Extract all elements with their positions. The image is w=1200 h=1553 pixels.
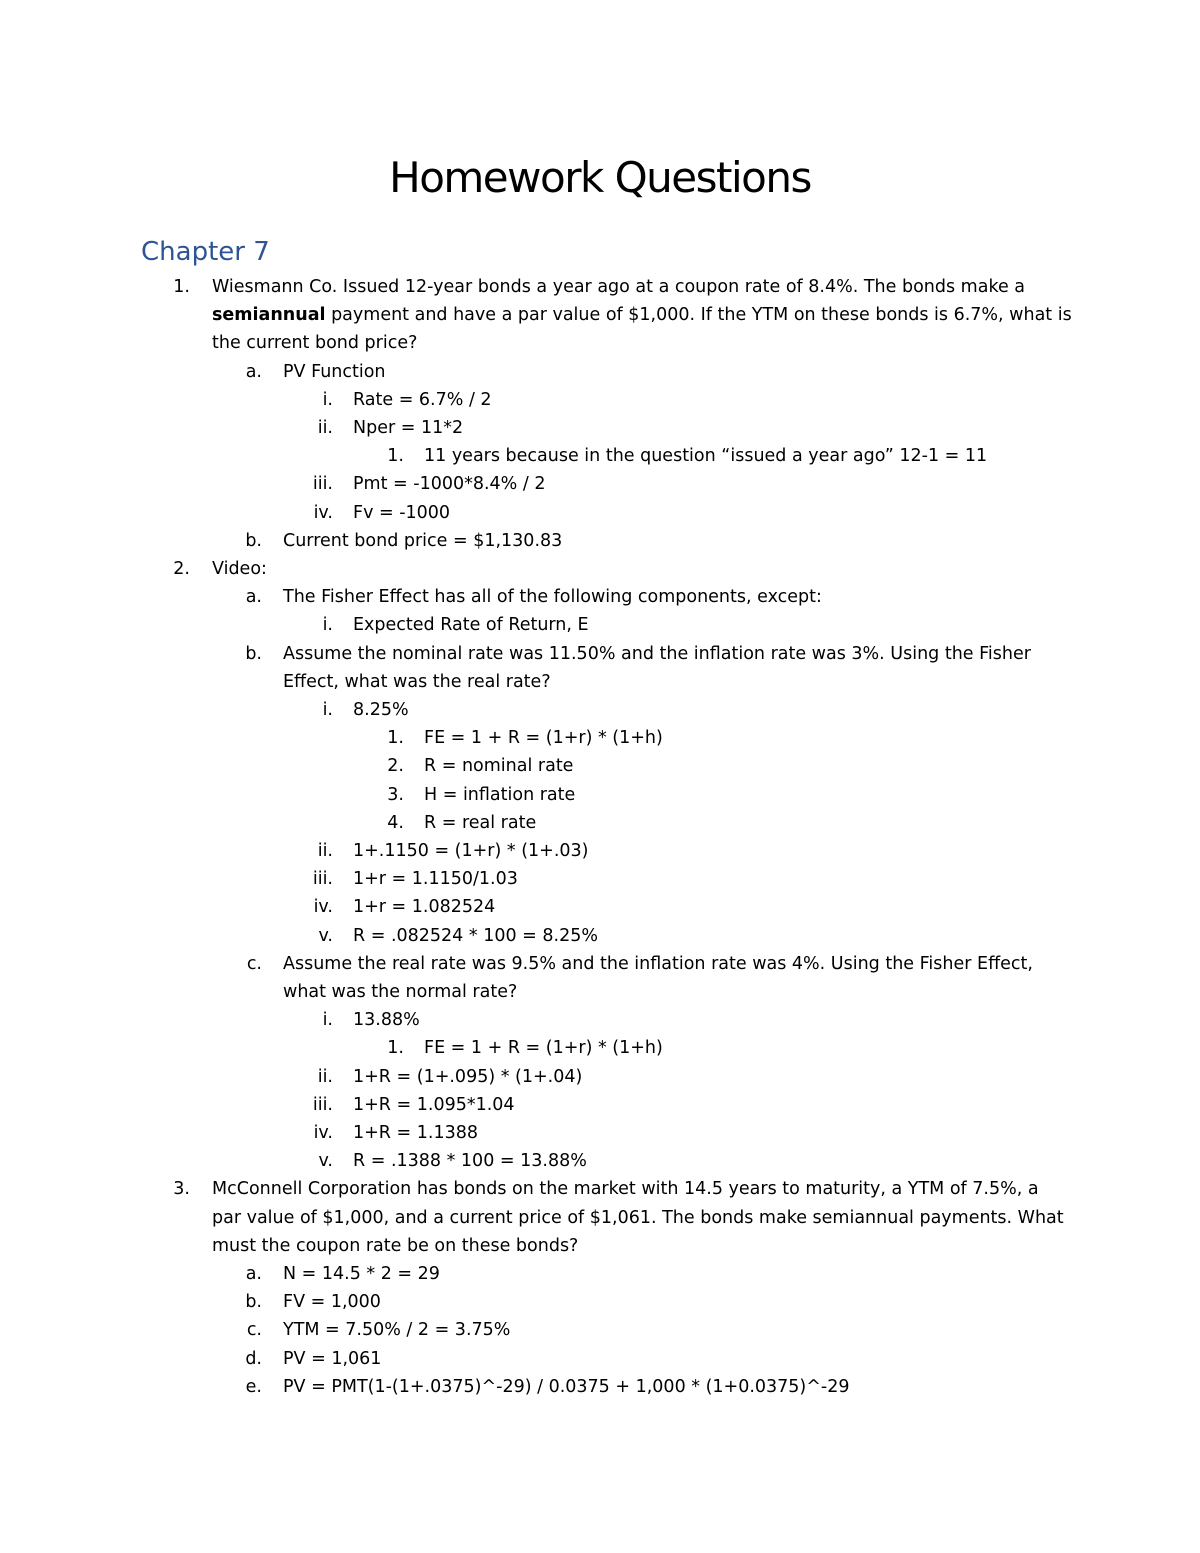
list-item-text: Current bond price = $1,130.83	[283, 530, 563, 551]
list-marker: iii.	[312, 869, 333, 890]
list-marker: i.	[322, 1010, 333, 1031]
list-item-text: FE = 1 + R = (1+r) * (1+h)	[424, 728, 663, 749]
list-marker: 1.	[173, 277, 190, 297]
list-item-text: Video:	[212, 559, 267, 579]
list-marker: iv.	[313, 1123, 333, 1143]
list-marker: 2.	[387, 756, 404, 777]
list-item-text: R = .1388 * 100 = 13.88%	[353, 1151, 587, 1172]
list-marker: a.	[245, 361, 262, 382]
list-item-text: par value of $1,000, and a current price of $1,061. The bonds make semiannual payments. What	[212, 1207, 1064, 1228]
list-item-text: Wiesmann Co. Issued 12-year bonds a year ago at a coupon rate of 8.4%. The bonds make a	[212, 277, 1026, 297]
list-item-text: Rate = 6.7% / 2	[353, 389, 492, 410]
list-item-text: the current bond price?	[212, 333, 418, 354]
list-marker: v.	[318, 925, 333, 946]
list-item-text: 1+.1150 = (1+r) * (1+.03)	[353, 841, 589, 861]
text-run: payment and have a par value of $1,000. If the YTM on these bonds is 6.7%, what is	[325, 305, 1072, 326]
list-marker: iv.	[313, 502, 333, 523]
list-marker: b.	[245, 643, 262, 664]
list-item-text: R = .082524 * 100 = 8.25%	[353, 925, 598, 946]
list-marker: iv.	[313, 897, 333, 918]
list-item-text: 1+r = 1.082524	[353, 897, 496, 918]
list-item-text: Pmt = -1000*8.4% / 2	[353, 474, 546, 495]
list-item-text: must the coupon rate be on these bonds?	[212, 1235, 579, 1256]
list-item-text: what was the normal rate?	[283, 982, 518, 1002]
list-marker: a.	[245, 1264, 262, 1284]
list-marker: i.	[322, 389, 333, 410]
list-marker: 3.	[173, 1179, 190, 1200]
list-item-text: Fv = -1000	[353, 502, 451, 523]
list-marker: ii.	[317, 1066, 333, 1087]
list-marker: iii.	[312, 474, 333, 495]
list-item-text: H = inflation rate	[424, 784, 576, 805]
list-marker: ii.	[317, 418, 333, 438]
list-item-text: 1+r = 1.1150/1.03	[353, 869, 518, 890]
chapter-heading: Chapter 7	[141, 237, 270, 267]
list-marker: 2.	[173, 559, 190, 579]
list-marker: iii.	[312, 1094, 333, 1115]
list-item-text: 1+R = 1.095*1.04	[353, 1094, 515, 1115]
list-item-text: N = 14.5 * 2 = 29	[283, 1264, 440, 1284]
list-marker: a.	[245, 587, 262, 608]
list-item-text: YTM = 7.50% / 2 = 3.75%	[283, 1320, 511, 1341]
list-item-text: McConnell Corporation has bonds on the market with 14.5 years to maturity, a YTM of 7.5%, a	[212, 1179, 1039, 1200]
list-marker: b.	[245, 530, 262, 551]
list-marker: e.	[245, 1376, 262, 1397]
list-marker: 1.	[387, 446, 404, 467]
list-item-text: 1+R = (1+.095) * (1+.04)	[353, 1066, 583, 1087]
list-item-text: FV = 1,000	[283, 1292, 381, 1313]
list-marker: ii.	[317, 841, 333, 861]
list-item-text	[212, 301, 1072, 329]
list-item-text: R = nominal rate	[424, 756, 574, 777]
list-item-text: PV = 1,061	[283, 1348, 382, 1369]
list-marker: 1.	[387, 728, 404, 749]
document-title: Homework Questions	[389, 153, 811, 202]
list-item-text: FE = 1 + R = (1+r) * (1+h)	[424, 1038, 663, 1059]
list-item-text: PV = PMT(1-(1+.0375)^-29) / 0.0375 + 1,000 * (1+0.0375)^-29	[283, 1376, 850, 1397]
list-item-text: 13.88%	[353, 1010, 420, 1031]
list-item-text: The Fisher Effect has all of the following components, except:	[283, 587, 822, 608]
bold-text-run: semiannual	[212, 305, 326, 326]
list-item-text: Effect, what was the real rate?	[283, 671, 551, 692]
list-marker: c.	[246, 953, 262, 974]
list-marker: 1.	[387, 1038, 404, 1059]
list-item-text: 8.25%	[353, 700, 409, 720]
list-item-text: Assume the nominal rate was 11.50% and the inflation rate was 3%. Using the Fisher	[283, 643, 1031, 664]
list-item-text: PV Function	[283, 361, 386, 382]
list-item-text: Expected Rate of Return, E	[353, 615, 589, 636]
list-marker: c.	[246, 1320, 262, 1341]
list-marker: 4.	[387, 812, 404, 833]
list-marker: b.	[245, 1292, 262, 1313]
list-marker: i.	[322, 700, 333, 720]
list-marker: 3.	[387, 784, 404, 805]
list-item-text: Nper = 11*2	[353, 418, 464, 438]
list-item-text: Assume the real rate was 9.5% and the inflation rate was 4%. Using the Fisher Effect,	[283, 953, 1033, 974]
list-item-text: 1+R = 1.1388	[353, 1123, 478, 1143]
list-item-text: R = real rate	[424, 812, 537, 833]
list-marker: d.	[245, 1348, 262, 1369]
list-item-text: 11 years because in the question “issued a year ago” 12-1 = 11	[424, 446, 988, 467]
list-marker: i.	[322, 615, 333, 636]
list-marker: v.	[318, 1151, 333, 1172]
